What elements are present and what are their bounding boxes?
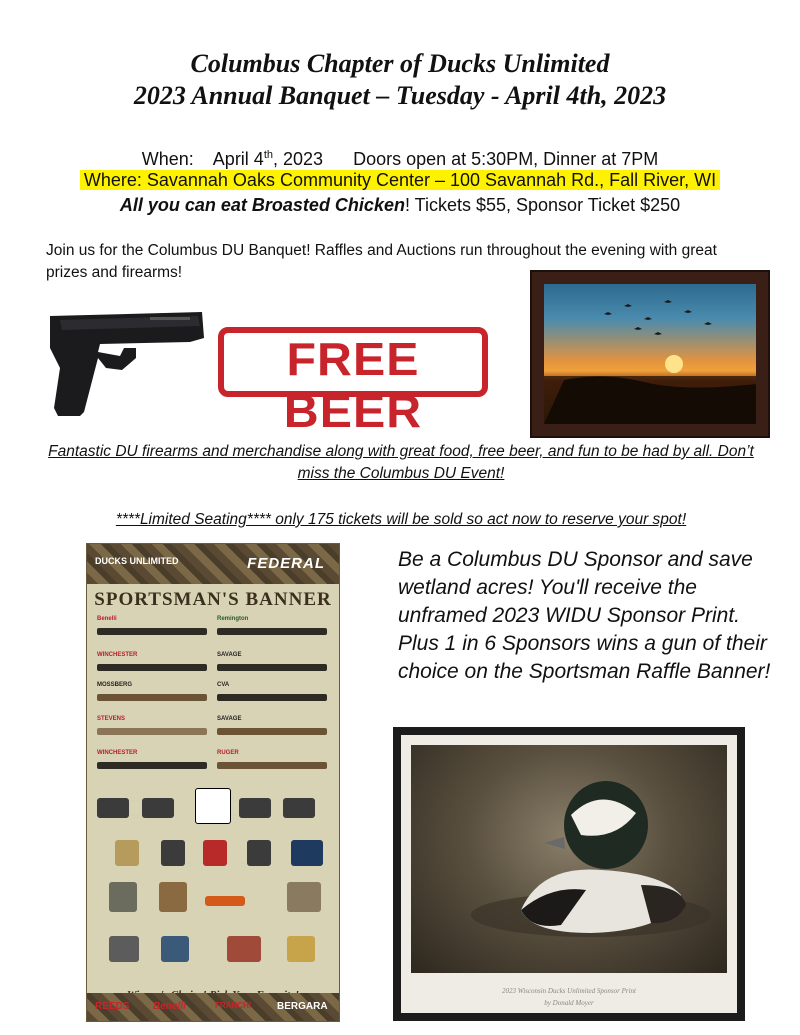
brand-winchester-2: WINCHESTER [97, 750, 138, 756]
brand-savage-2: SAVAGE [217, 716, 242, 722]
gun-9 [97, 762, 207, 769]
print-caption: 2023 Wisconsin Ducks Unlimited Sponsor Print [502, 987, 636, 995]
print-artist: by Donald Moyer [544, 999, 594, 1007]
brand-winchester: WINCHESTER [97, 652, 138, 658]
sunset-painting [544, 284, 756, 424]
gun-8 [217, 728, 327, 735]
pistol-item-2 [142, 798, 174, 818]
limited-seating-notice: ****Limited Seating**** only 175 tickets will be sold so act now to reserve your spot! [115, 511, 687, 528]
reeds-logo: REEDS [95, 1001, 130, 1012]
when-date-pre: April 4 [212, 149, 264, 169]
gun-3 [97, 664, 207, 671]
federal-logo: FEDERAL [247, 555, 325, 572]
gun-10 [217, 762, 327, 769]
brand-remington: Remington [217, 616, 249, 622]
when-times: Doors open at 5:30PM, Dinner at 7PM [353, 149, 659, 169]
sponsor-text: Be a Columbus DU Sponsor and save wetland acres! You'll receive the unframed 2023 WIDU Sponsor Print. Plus 1 in 6 Sponsors wins a gun of their choice on the Sportsman Raffle Banner! [398, 548, 771, 683]
when-line [0, 143, 800, 171]
free-beer-stamp [218, 327, 488, 437]
intro-text: Join us for the Columbus DU Banquet! Raffles and Auctions run throughout the evening with great prizes and firearms! [46, 242, 717, 281]
gun-4 [217, 664, 327, 671]
gun-6 [217, 694, 327, 701]
pistol-item-4 [283, 798, 315, 818]
bergara-logo: BERGARA [277, 1001, 328, 1012]
banner-camo-bottom [87, 993, 339, 1021]
when-label: When: [141, 149, 194, 169]
binoculars-item [161, 840, 185, 866]
framed-sunset-painting [530, 270, 770, 438]
benelli-logo: Benelli [153, 1001, 186, 1012]
sportsmans-banner [86, 543, 340, 1022]
pistol-item-1 [97, 798, 129, 818]
gun-5 [97, 694, 207, 701]
brand-ruger: RUGER [217, 750, 239, 756]
where-line [0, 168, 800, 192]
ducks-unlimited-logo: DUCKS UNLIMITED [95, 556, 179, 566]
framed-sponsor-print [393, 727, 745, 1021]
where-text: Where: Savannah Oaks Community Center – 100 Savannah Rd., Fall River, WI [80, 170, 720, 190]
brand-savage: SAVAGE [217, 652, 242, 658]
range-package-item [287, 936, 315, 962]
free-beer-text: FREE BEER [283, 333, 423, 437]
when-date-post: , 2023 [273, 149, 324, 169]
ammo-item [227, 936, 261, 962]
when-date-sup: th [263, 149, 274, 161]
trap-loader-item [161, 936, 189, 962]
banner-title: SPORTSMAN'S BANNER [94, 589, 332, 610]
cooler-item [291, 840, 323, 866]
brand-cva: CVA [217, 682, 230, 688]
page-title-line2: 2023 Annual Banquet – Tuesday - April 4th, 2023 [133, 81, 667, 110]
franchi-logo: FRANCHI [215, 1001, 251, 1010]
qr-code-icon [195, 788, 231, 824]
banner-camo-top [87, 544, 339, 584]
gun-7 [97, 728, 207, 735]
pistol-item-3 [239, 798, 271, 818]
rod-item [109, 936, 139, 962]
brand-benelli: Benelli [97, 616, 117, 622]
food-line [0, 193, 800, 217]
brand-stevens: STEVENS [97, 716, 126, 722]
reeds-item [203, 840, 227, 866]
print-mat [401, 735, 737, 1013]
event-caption: Fantastic DU firearms and merchandise along with great food, free beer, and fun to be had by all. Don’t miss the Columbus DU Event! [48, 443, 754, 482]
camera-item [247, 840, 271, 866]
food-bold: All you can eat Broasted Chicken [119, 195, 405, 215]
leaders-package-item [287, 882, 321, 912]
page-title-line1: Columbus Chapter of Ducks Unlimited [190, 49, 610, 78]
vest-item [109, 882, 137, 912]
gear-item-1 [115, 840, 139, 866]
pistol-image [40, 308, 208, 420]
chainsaw-item [205, 896, 245, 906]
brand-mossberg: MOSSBERG [97, 682, 133, 688]
gun-1 [97, 628, 207, 635]
decoy-item [159, 882, 187, 912]
food-rest: ! Tickets $55, Sponsor Ticket $250 [404, 195, 681, 215]
bufflehead-duck-art [411, 745, 727, 973]
gun-2 [217, 628, 327, 635]
